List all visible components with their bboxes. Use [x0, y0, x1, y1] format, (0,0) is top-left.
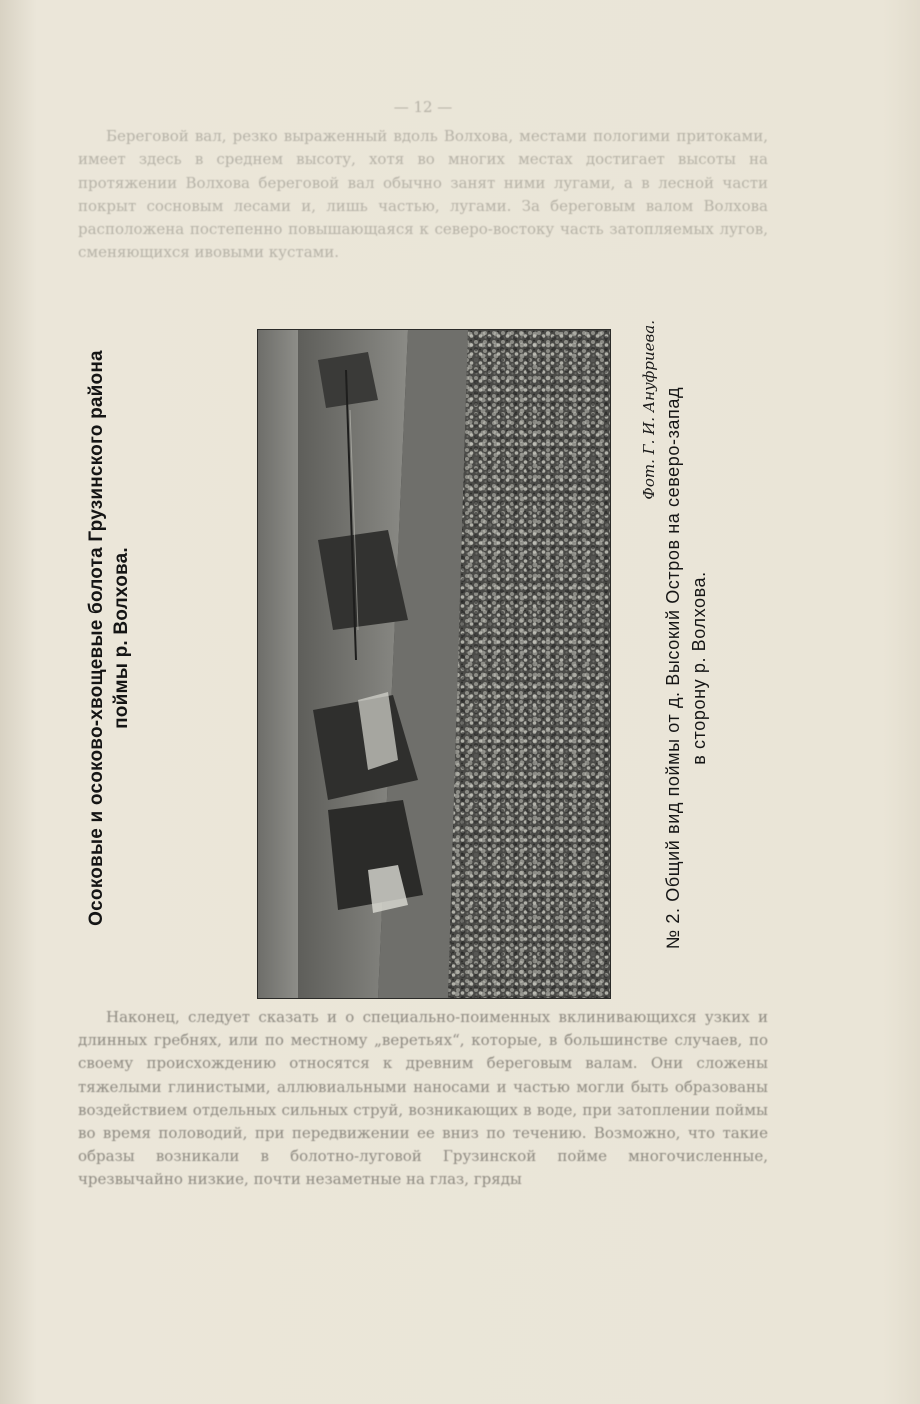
- photo-credit: Фот. Г. И. Ануфриева.: [640, 320, 658, 500]
- plate-heading-line2: поймы р. Волхова.: [111, 547, 132, 729]
- bleed-lower-paragraph: Наконец, следует сказать и о специально-поименных вклинивающихся узких и длинных гребнях, или по местному „веретьях“, которые, в большинстве случаев, по своему происхождению относятся к древним береговым валам. Они сложены тяжелыми глинистыми, аллювиальными наносами и частью могли быть образованы воздействием отдельных сильных струй, возникающих в воде, при затоплении поймы во время половодий, при передвижении ее вниз по течению. Возможно, что такие образы возникали в болотно-луговой Грузинской пойме многочисленные, чрезвычайно низкие, почти незаметные на глаз, гряды: [78, 1008, 768, 1189]
- floodplain-photograph: [258, 330, 610, 998]
- plate-caption-line1: № 2. Общий вид поймы от д. Высокий Остров на северо-запад: [663, 386, 683, 950]
- plate-caption: [660, 368, 712, 968]
- bleed-page-number: — 12 —: [393, 98, 453, 116]
- bleed-upper-paragraph: Береговой вал, резко выраженный вдоль Волхова, местами пологими притоками, имеет здесь в среднем высоту, хотя во многих местах достигает высоты на протяжении Волхова береговой вал обычно занят ними лугами, а в лесной части покрыт сосновым лесами и, лишь частью, лугами. За береговым валом Волхова расположена постепенно повышающаяся к северо-востоку часть затопляемых лугов, сменяющихся ивовыми кустами.: [78, 127, 768, 262]
- plate-heading-line1: Осоковые и осоково-хвощевые болота Грузинского района: [86, 350, 107, 926]
- plate-heading: [84, 338, 134, 938]
- photo-image: [258, 330, 610, 998]
- plate-caption-line2: в сторону р. Волхова.: [689, 571, 709, 765]
